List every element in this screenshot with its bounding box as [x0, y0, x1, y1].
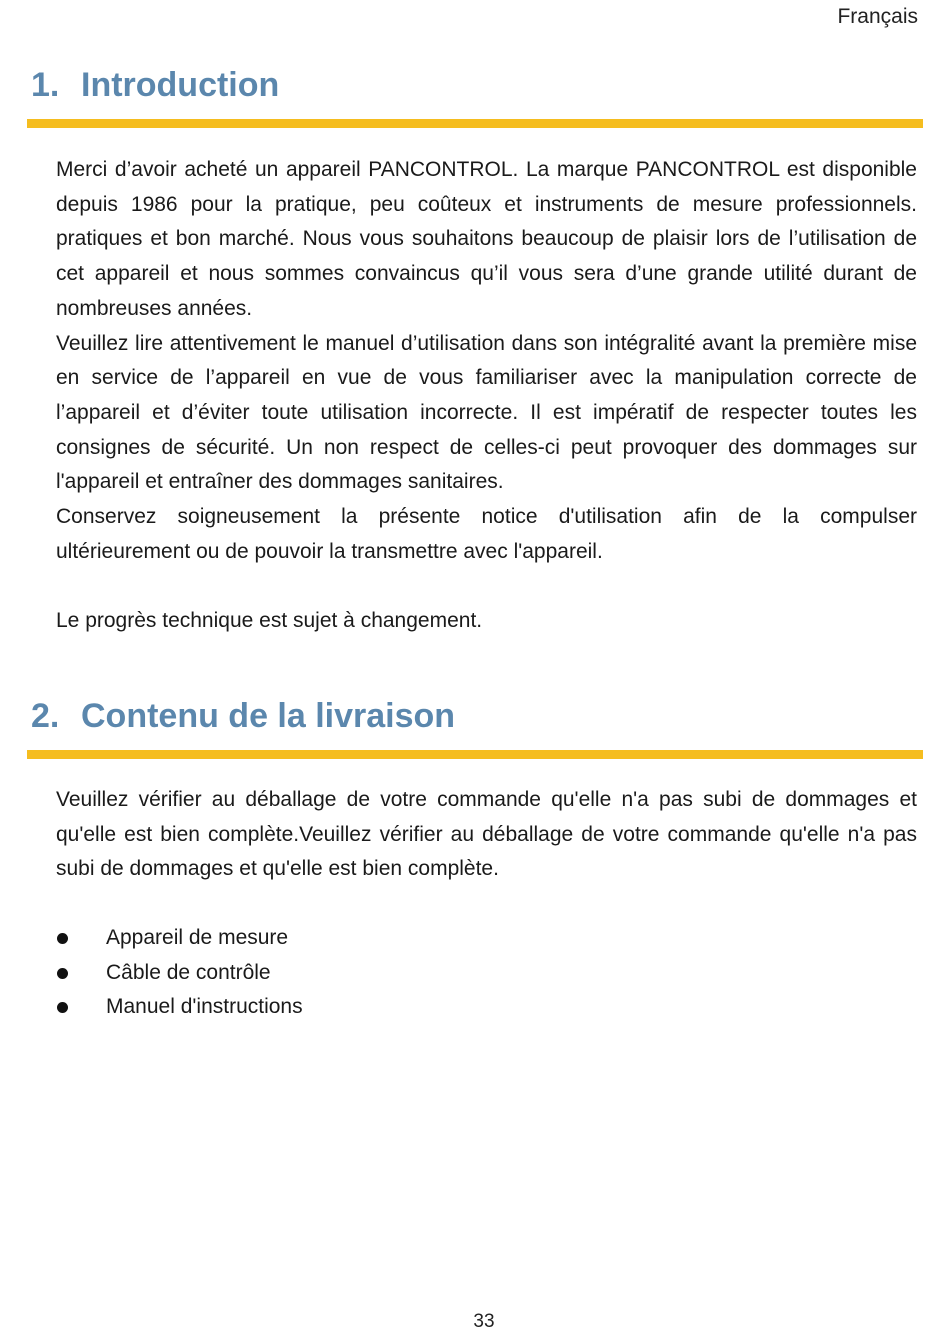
- paragraph: Merci d’avoir acheté un appareil PANCONTROL. La marque PANCONTROL est disponible depuis 1986 pour la pratique, peu coûteux et instruments de mesure professionnels. pratiques et bon marché. Nous vous souhaitons beaucoup de plaisir lors de l’utilisation de cet appareil et nous sommes convaincus qu’il vous sera d’une grande utilité durant de nombreuses années.: [56, 158, 917, 320]
- bullet-icon: [57, 1002, 68, 1013]
- section-number: 2.: [31, 697, 60, 735]
- section-divider: [27, 750, 923, 759]
- section-divider: [27, 119, 923, 128]
- delivery-body: [56, 783, 917, 887]
- delivery-items-list: [56, 921, 303, 1025]
- section-heading-introduction: [31, 66, 279, 105]
- language-label: Français: [837, 5, 918, 28]
- list-item: [56, 921, 303, 956]
- list-item-label: Appareil de mesure: [106, 926, 289, 949]
- list-item-label: Câble de contrôle: [106, 960, 271, 984]
- paragraph: Veuillez lire attentivement le manuel d’utilisation dans son intégralité avant la première mise en service de l’appareil en vue de vous familiariser avec la manipulation correcte de l’appareil et d’éviter toute utilisation incorrecte. Il est impératif de respecter toutes les consignes de sécurité. Un non respect de celles-ci peut provoquer des dommages sur l'appareil et entraîner des dommages sanitaires.: [56, 331, 917, 494]
- section-title: Contenu de la livraison: [81, 697, 456, 735]
- list-item: [56, 956, 303, 991]
- section-heading-delivery-contents: [31, 697, 455, 736]
- list-item-label: Manuel d'instructions: [106, 995, 303, 1019]
- page-number: 33: [473, 1311, 495, 1332]
- paragraph: Veuillez vérifier au déballage de votre commande qu'elle n'a pas subi de dommages et qu'elle est bien complète.Veuillez vérifier au déballage de votre commande qu'elle n'a pas subi de dommages et qu'elle est bien complète.: [56, 788, 917, 881]
- section-title: Introduction: [81, 66, 280, 104]
- list-item: [56, 990, 303, 1025]
- paragraph: Le progrès technique est sujet à changement.: [56, 609, 483, 633]
- paragraph: Conservez soigneusement la présente notice d'utilisation afin de la compulser ultérieurement ou de pouvoir la transmettre avec l'appareil.: [56, 505, 917, 563]
- section-number: 1.: [31, 66, 60, 104]
- bullet-icon: [57, 933, 68, 944]
- bullet-icon: [57, 968, 68, 979]
- introduction-body: [56, 153, 917, 639]
